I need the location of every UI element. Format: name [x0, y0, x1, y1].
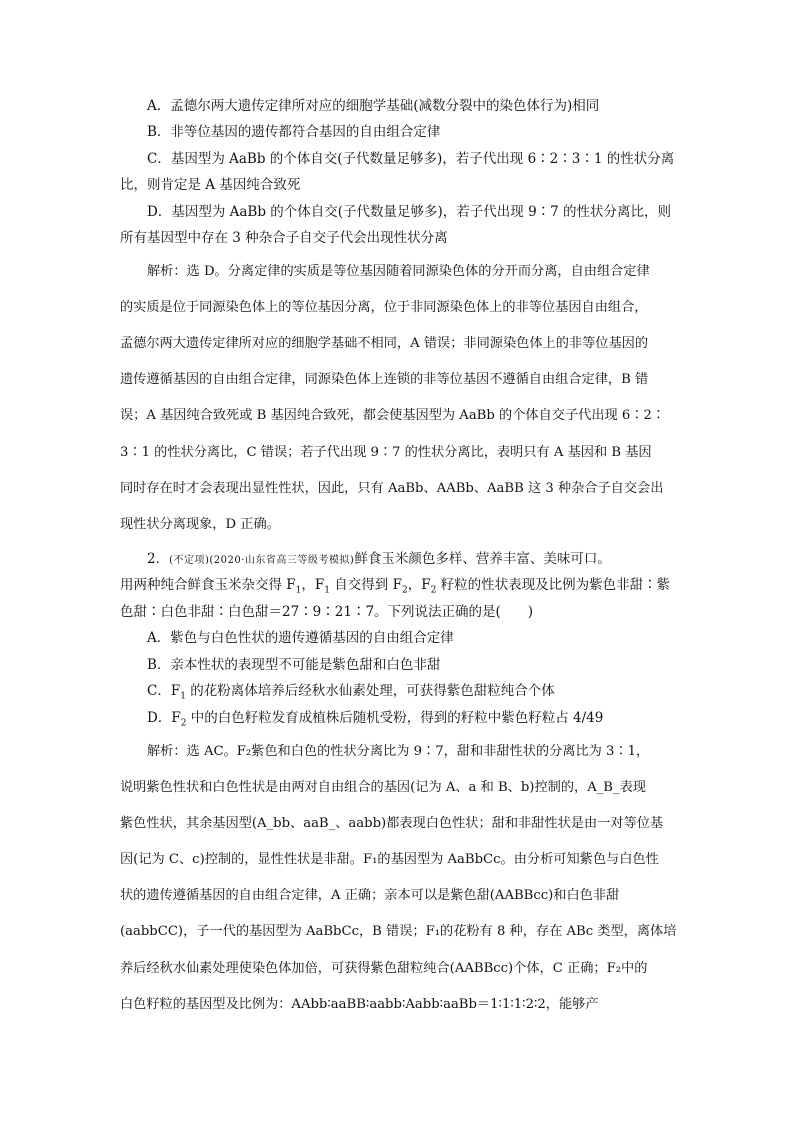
- q2-analysis-line: (aabbCC)，子一代的基因型为 AaBbCc，B 错误；F₁的花粉有 8 种，存在 ABc 类型，离体培: [120, 924, 677, 939]
- subscript: 1: [324, 585, 331, 596]
- q1-option-c-line1: C．基因型为 AaBb 的个体自交(子代数量足够多)，若子代出现 6∶2∶3∶1 的性状分离: [147, 151, 675, 167]
- q2-analysis-line: 解析：选 AC。F₂紫色和白色的性状分离比为 9∶7，甜和非甜性状的分离比为 3∶1，: [147, 744, 650, 759]
- q2-stem-part: ，F: [407, 577, 431, 593]
- q2-source-tag: (不定项)(2020·山东省高三等级考模拟): [169, 555, 355, 566]
- q1-analysis-line: 现性状分离现象，D 正确。: [120, 517, 280, 532]
- q2-stem-text: 鲜食玉米颜色多样、营养丰富、美味可口。: [354, 551, 611, 567]
- q2-option-part: D．F: [147, 710, 181, 726]
- q2-option-d: [147, 709, 603, 733]
- q1-analysis-line: 遗传遵循基因的自由组合定律，同源染色体上连锁的非等位基因不遵循自由组合定律，B 错: [120, 372, 649, 387]
- q2-stem-line2: [120, 576, 670, 600]
- q1-analysis-line: 同时存在时才会表现出显性性状，因此，只有 AaBb、AABb、AaBB 这 3 种杂合子自交会出: [120, 481, 664, 496]
- q2-option-part: 的花粉离体培养后经秋水仙素处理，可获得紫色甜粒纯合个体: [185, 683, 555, 699]
- q2-analysis-line: 白色籽粒的基因型及比例为：AAbb∶aaBB∶aabb∶Aabb∶aaBb＝1∶1∶1∶2∶2，能够产: [120, 997, 599, 1012]
- q2-analysis-line: 状的遗传遵循基因的自由组合定律，A 正确；亲本可以是紫色甜(AABBcc)和白色非甜: [120, 888, 620, 903]
- q2-analysis-line: 养后经秋水仙素处理使染色体加倍，可获得紫色甜粒纯合(AABBcc)个体，C 正确；F₂中的: [120, 961, 648, 976]
- q2-analysis-line: 因(记为 C、c)控制的，显性性状是非甜。F₁的基因型为 AaBbCc。由分析可知紫色与白色性: [120, 852, 659, 867]
- q2-analysis-line: 紫色性状，其余基因型(A_bb、aaB_、aabb)都表现白色性状；甜和非甜性状是由一对等位基: [120, 816, 664, 831]
- q2-number: 2．: [147, 551, 170, 567]
- q2-option-c: [147, 682, 555, 706]
- q2-stem-line3: 色甜∶白色非甜∶白色甜＝27∶9∶21∶7。下列说法正确的是( ): [120, 604, 534, 620]
- q2-stem-part: 用两种纯合鲜食玉米杂交得 F: [120, 577, 296, 593]
- q2-option-part: 中的白色籽粒发育成植株后随机受粉，得到的籽粒中紫色籽粒占 4/49: [186, 710, 604, 726]
- q2-option-a: A．紫色与白色性状的遗传遵循基因的自由组合定律: [147, 630, 454, 646]
- q1-option-a: A．孟德尔两大遗传定律所对应的细胞学基础(减数分裂中的染色体行为)相同: [147, 98, 600, 114]
- q1-analysis-line: 3∶1 的性状分离比，C 错误；若子代出现 9∶7 的性状分离比，表明只有 A 基因和 B 基因: [120, 445, 652, 460]
- q1-analysis-line: 孟德尔两大遗传定律所对应的细胞学基础不相同，A 错误；非同源染色体上的非等位基因的: [120, 336, 649, 351]
- q2-option-b: B．亲本性状的表现型不可能是紫色甜和白色非甜: [147, 657, 441, 673]
- q2-stem-part: 籽粒的性状表现及比例为紫色非甜∶紫: [436, 577, 671, 593]
- q2-stem-line1: [147, 550, 611, 570]
- subscript: 1: [180, 691, 186, 702]
- subscript: 2: [180, 718, 187, 729]
- q2-stem-part: 自交得到 F: [330, 577, 402, 593]
- q2-stem-part: ，F: [301, 577, 325, 593]
- subscript: 2: [401, 585, 408, 596]
- q1-option-b: B．非等位基因的遗传都符合基因的自由组合定律: [147, 124, 441, 140]
- q1-analysis-line: 解析：选 D。分离定律的实质是等位基因随着同源染色体的分开而分离，自由组合定律: [147, 264, 650, 279]
- subscript: 2: [430, 585, 437, 596]
- q1-option-c-line2: 比，则肯定是 A 基因纯合致死: [120, 177, 301, 193]
- q1-option-d-line1: D．基因型为 AaBb 的个体自交(子代数量足够多)，若子代出现 9∶7 的性状分离比，则: [147, 204, 672, 220]
- q2-option-part: C．F: [147, 683, 181, 699]
- q1-option-d-line2: 所有基因型中存在 3 种杂合子自交子代会出现性状分离: [120, 230, 448, 246]
- q2-analysis-line: 说明紫色性状和白色性状是由两对自由组合的基因(记为 A、a 和 B、b)控制的，A_B_表现: [120, 780, 646, 795]
- q1-analysis-line: 的实质是位于同源染色体上的等位基因分离，位于非同源染色体上的非等位基因自由组合，: [120, 300, 648, 315]
- subscript: 1: [295, 585, 302, 596]
- q1-analysis-line: 误；A 基因纯合致死或 B 基因纯合致死，都会使基因型为 AaBb 的个体自交子代出现 6∶2∶: [120, 408, 666, 423]
